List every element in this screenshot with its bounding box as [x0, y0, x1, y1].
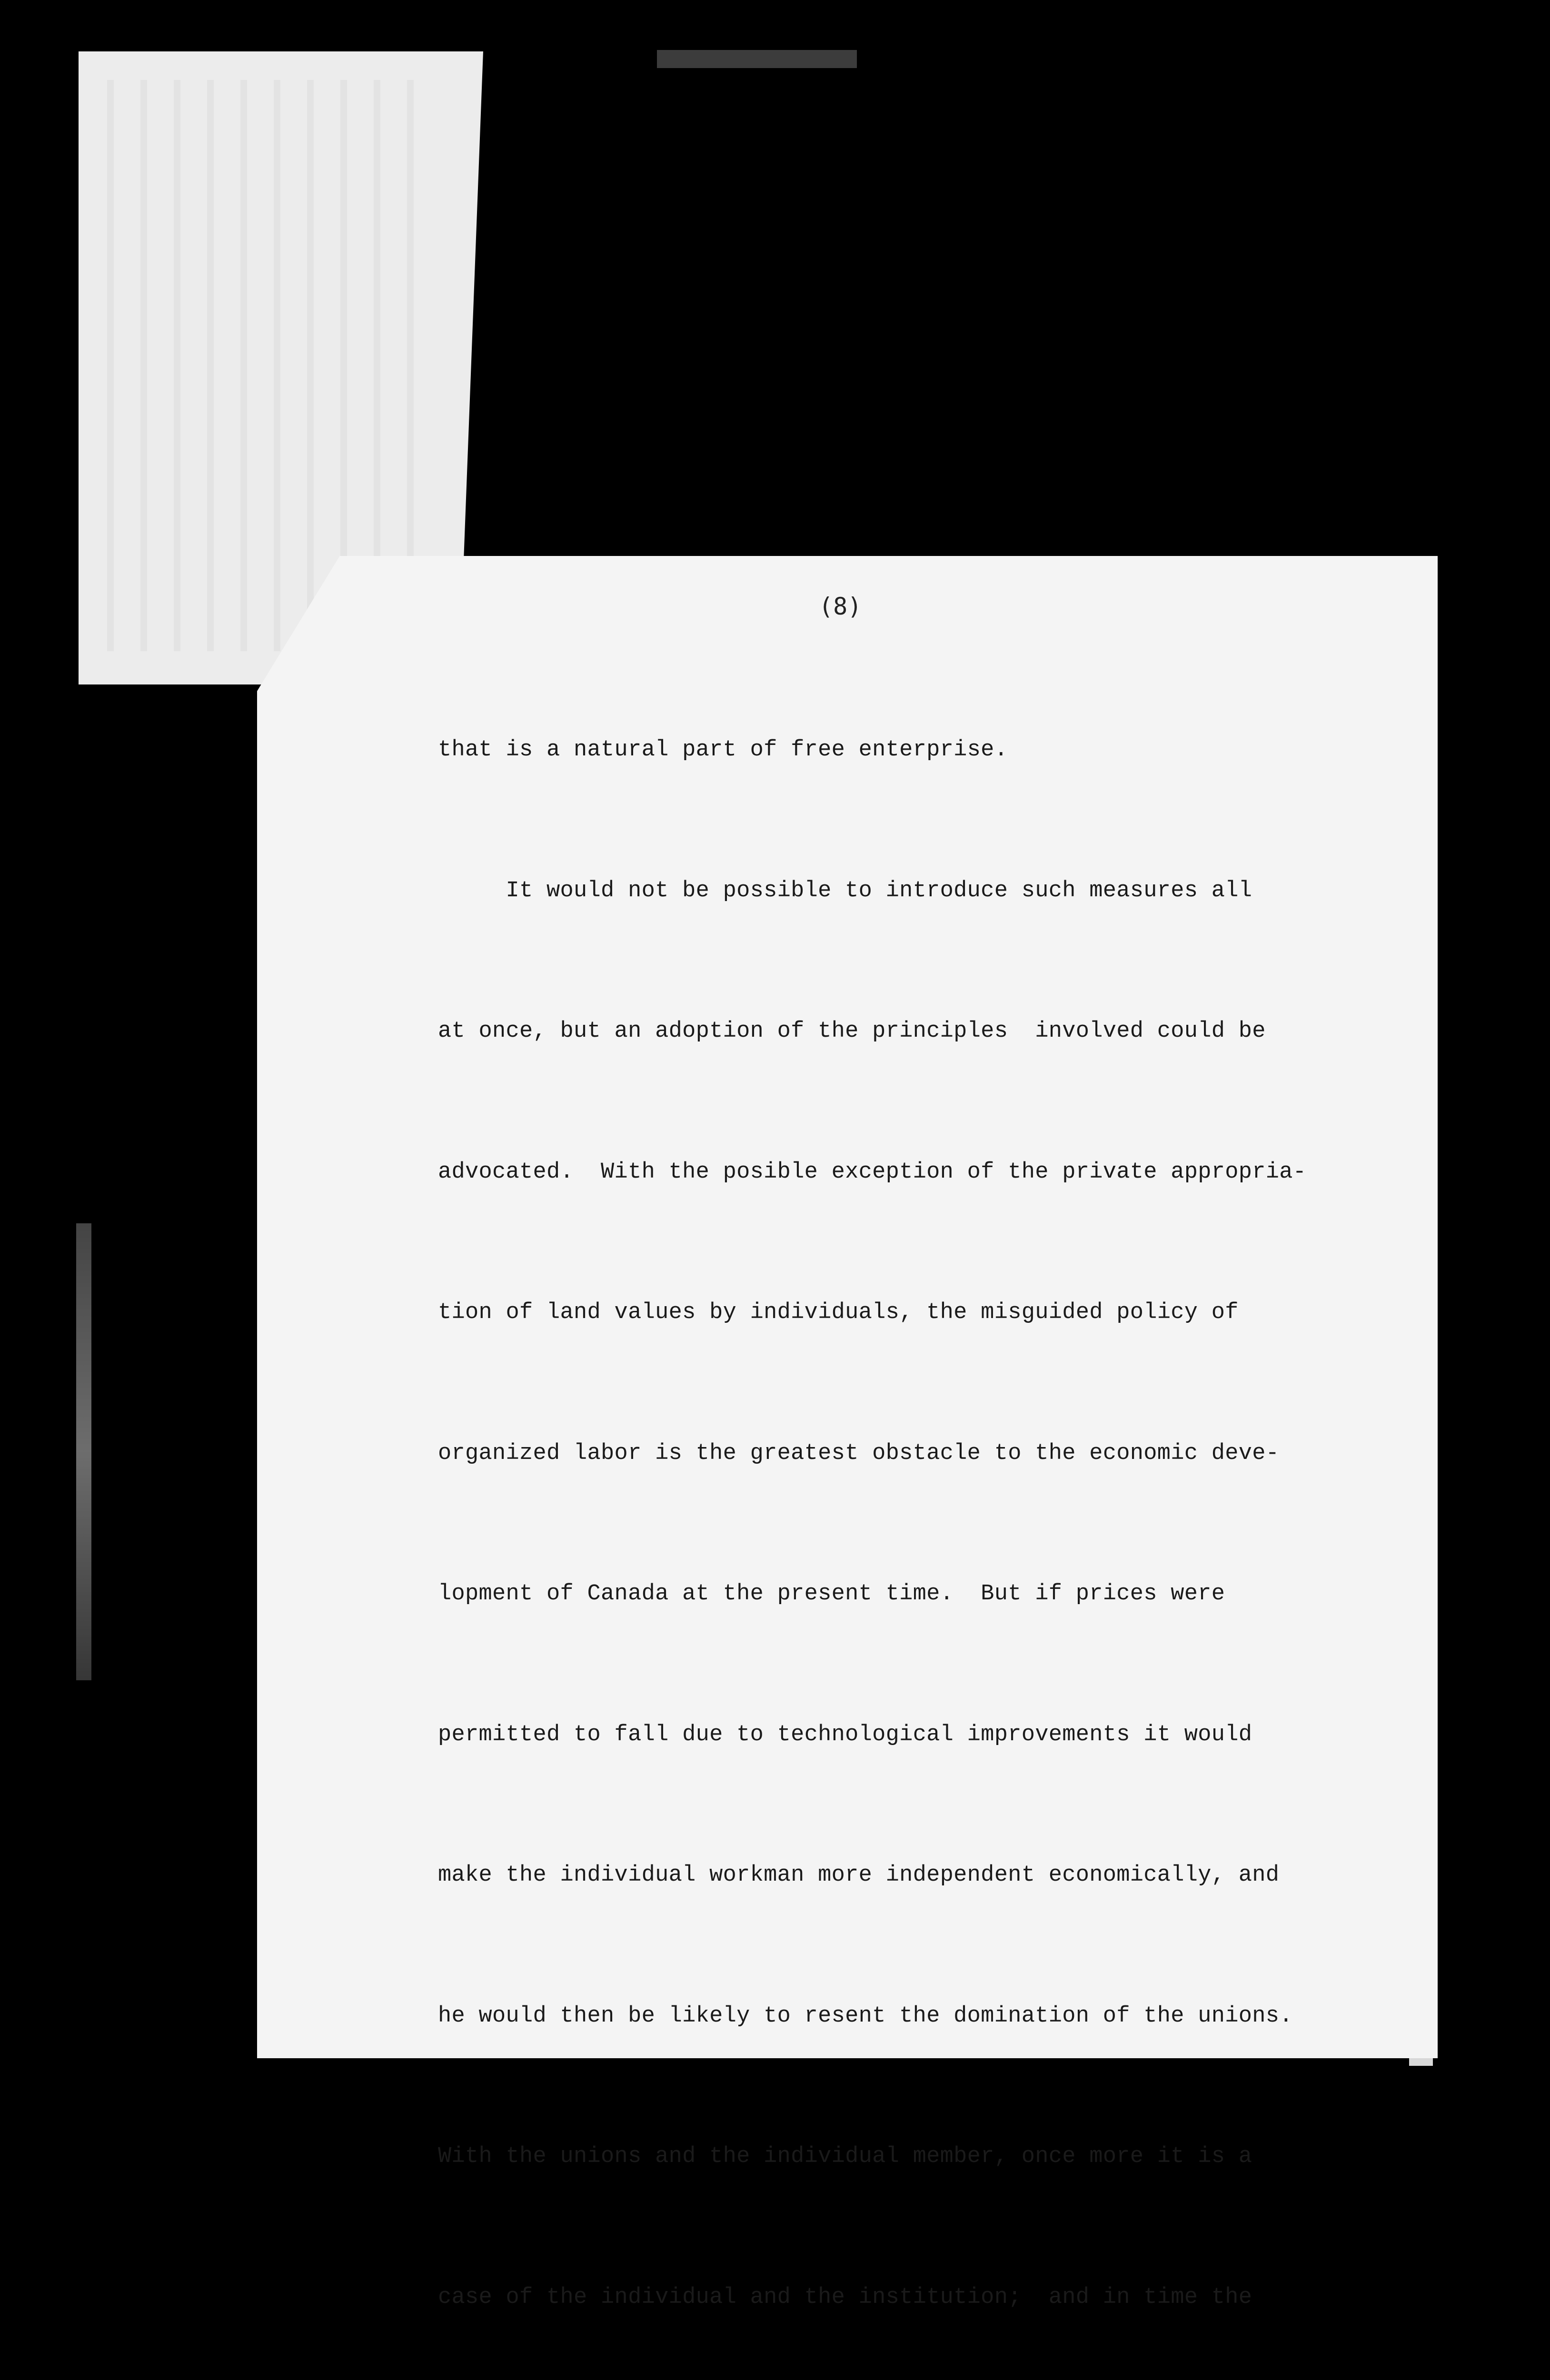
text-line: permitted to fall due to technological improvements it would — [438, 1722, 1252, 1747]
page-number: (8) — [819, 593, 862, 620]
text-line: It would not be possible to introduce such measures all — [438, 878, 1252, 903]
slip-mark — [657, 50, 857, 68]
text-line: With the unions and the individual member, once more it is a — [438, 2144, 1252, 2169]
text-line: case of the individual and the institution; and in time the — [438, 2284, 1252, 2310]
text-line: organized labor is the greatest obstacle to the economic deve- — [438, 1440, 1280, 1466]
text-line: that is a natural part of free enterprise. — [438, 737, 1008, 763]
typed-body — [438, 633, 1371, 2380]
text-line: make the individual workman more independent economically, and — [438, 1863, 1280, 1888]
text-line: at once, but an adoption of the principles involved could be — [438, 1019, 1266, 1044]
text-line: he would then be likely to resent the domination of the unions. — [438, 2003, 1293, 2029]
text-line: advocated. With the posible exception of the private appropria- — [438, 1159, 1307, 1185]
text-line: tion of land values by individuals, the misguided policy of — [438, 1300, 1239, 1325]
text-line: lopment of Canada at the present time. But if prices were — [438, 1581, 1225, 1606]
film-edge-mark — [76, 1223, 91, 1680]
